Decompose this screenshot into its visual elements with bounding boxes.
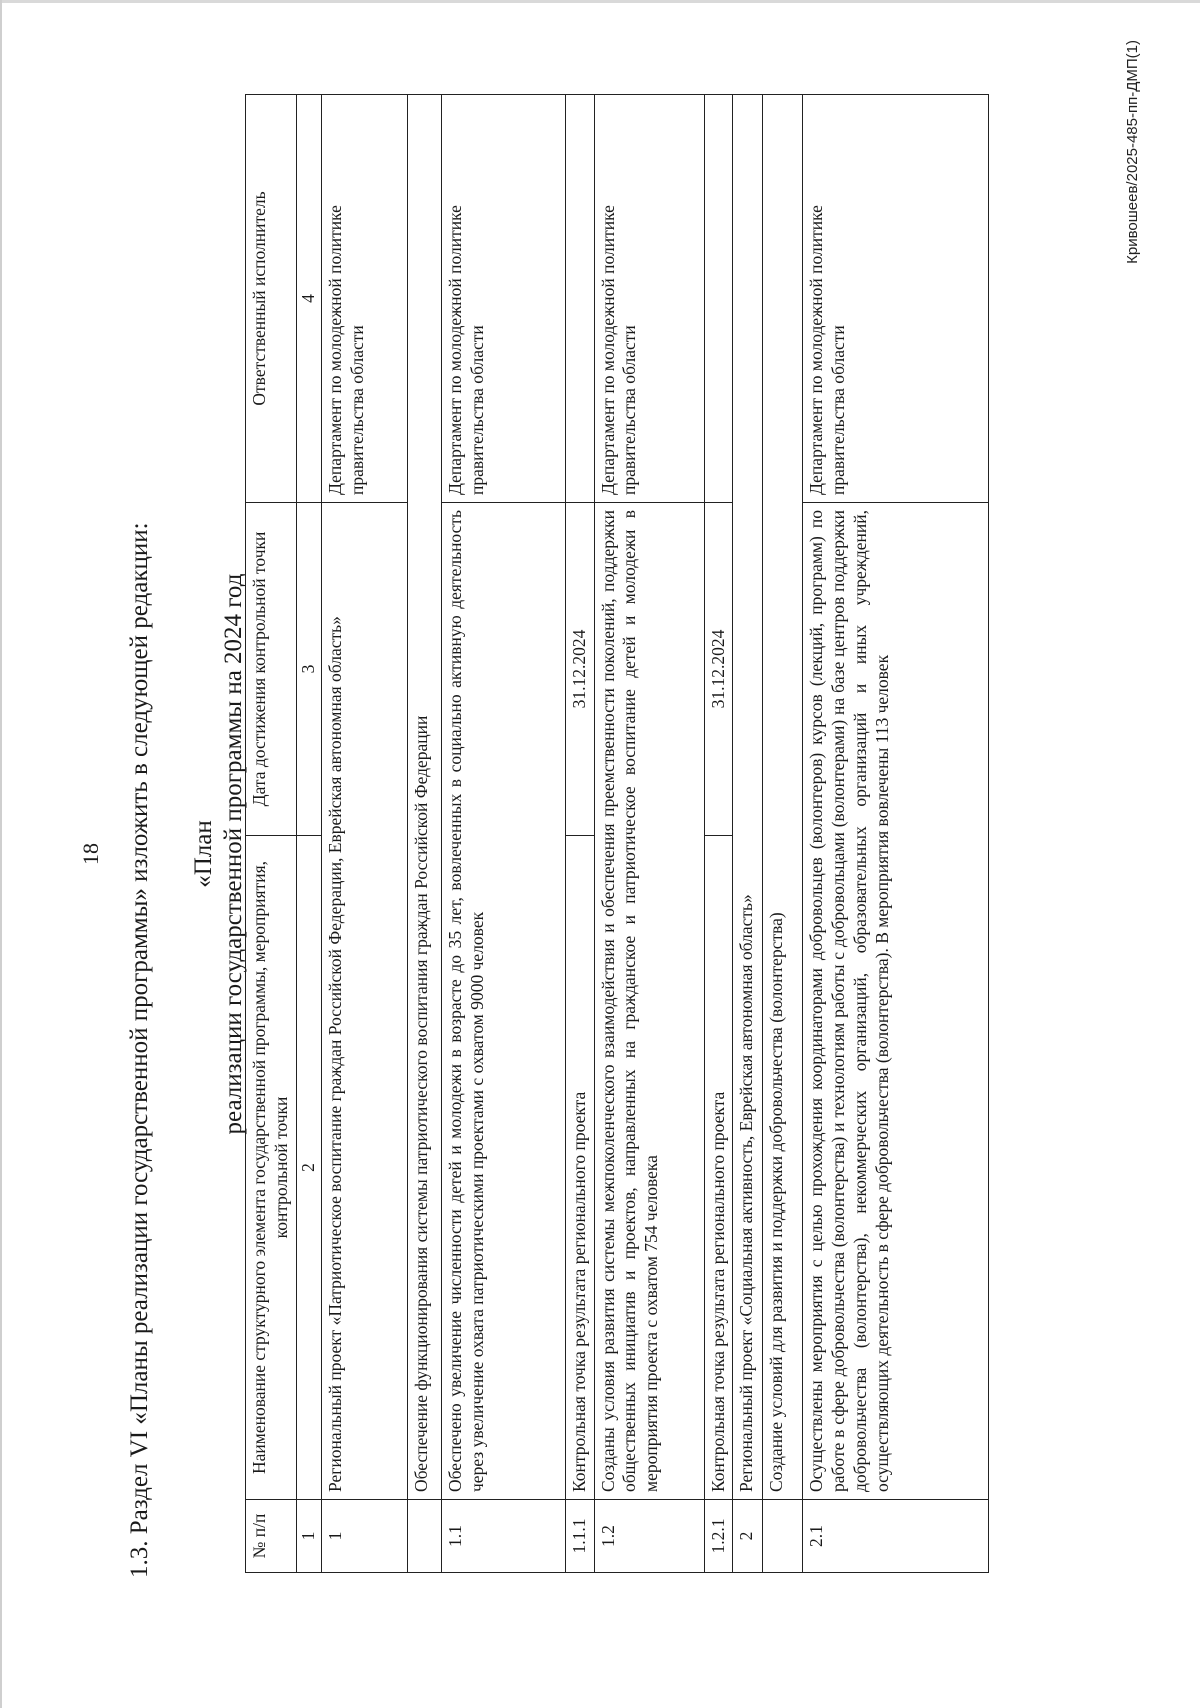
row-name: Региональный проект «Социальная активность, Еврейская автономная область» — [733, 94, 763, 1499]
row-date: 31.12.2024 — [565, 502, 594, 835]
row-num-empty — [407, 1500, 441, 1573]
table-row — [565, 94, 594, 1572]
row-num: 1.2.1 — [704, 1500, 733, 1573]
row-num: 2.1 — [803, 1500, 989, 1573]
table-row-task — [763, 94, 803, 1572]
table-row — [321, 94, 407, 1572]
row-resp: Департамент по молодежной политике правительства области — [803, 94, 989, 502]
header-name: Наименование структурного элемента государственной программы, мероприятия, контрольной точки — [246, 836, 297, 1500]
table-row — [441, 94, 565, 1572]
row-resp-empty — [565, 94, 594, 502]
index-cell: 1 — [296, 1500, 321, 1573]
row-num: 1.2 — [594, 1500, 704, 1573]
row-name: Контрольная точка результата регионального проекта — [565, 836, 594, 1500]
row-num: 2 — [733, 1500, 763, 1573]
section-heading: 1.3. Раздел VI «Планы реализации государственной программы» изложить в следующей редакции: — [126, 522, 153, 1578]
row-resp: Департамент по молодежной политике правительства области — [321, 94, 407, 502]
row-task: Обеспечение функционирования системы патриотического воспитания граждан Российской Федерации — [407, 94, 441, 1499]
table-row — [803, 94, 989, 1572]
row-name: Контрольная точка результата регионального проекта — [704, 836, 733, 1500]
row-date: 31.12.2024 — [704, 502, 733, 835]
row-resp-empty — [704, 94, 733, 502]
row-name: Обеспечено увеличение численности детей и молодежи в возрасте до 35 лет, вовлеченных в социально активную деятельность через увеличение охвата патриотическими проектами с охватом 9000 человек — [441, 502, 565, 1499]
row-name: Региональный проект «Патриотическое воспитание граждан Российской Федерации, Еврейская автономная область» — [321, 502, 407, 1499]
row-task: Создание условий для развития и поддержки добровольчества (волонтерства) — [763, 94, 803, 1499]
index-cell: 4 — [296, 94, 321, 502]
header-date: Дата достижения контрольной точки — [246, 502, 297, 835]
table-row — [594, 94, 704, 1572]
row-num: 1.1.1 — [565, 1500, 594, 1573]
index-cell: 2 — [296, 836, 321, 1500]
document-code: Кривошеев/2025-485-пп-ДМП(1) — [1124, 40, 1141, 264]
plan-table — [245, 94, 989, 1573]
table-index-row — [296, 94, 321, 1572]
row-name: Созданы условия развития системы межпоколенческого взаимодействия и обеспечения преемственности поколений, поддержки общественных инициатив и проектов, направленных на гражданское и патриотическое воспитание детей и молодежи в мероприятия проекта с охватом 754 человека — [594, 502, 704, 1499]
table-row — [733, 94, 763, 1572]
row-name: Осуществлены мероприятия с целью прохождения координаторами добровольцев (волонтеров) курсов (лекций, программ) по работе в сфере добровольчества (волонтерства) и технологиям работы с добровольцами (волонтерами) на базе центров поддержки добровольчества (волонтерства), некоммерческих организаций, образовательных организаций и иных учреждений, осуществляющих деятельность в сфере добровольчества (волонтерства). В мероприятия вовлечены 113 человек — [803, 502, 989, 1499]
row-num: 1 — [321, 1500, 407, 1573]
row-num: 1.1 — [441, 1500, 565, 1573]
page-number: 18 — [78, 843, 103, 865]
plan-subtitle: реализации государственной программы на 2024 год — [220, 573, 247, 1135]
plan-title: «План — [190, 820, 217, 888]
index-cell: 3 — [296, 502, 321, 835]
row-num-empty — [763, 1500, 803, 1573]
table-row-task — [407, 94, 441, 1572]
row-resp: Департамент по молодежной политике правительства области — [441, 94, 565, 502]
header-resp: Ответственный исполнитель — [246, 94, 297, 502]
row-resp: Департамент по молодежной политике правительства области — [594, 94, 704, 502]
header-num: № п/п — [246, 1500, 297, 1573]
table-row — [704, 94, 733, 1572]
table-header-row — [246, 94, 297, 1572]
